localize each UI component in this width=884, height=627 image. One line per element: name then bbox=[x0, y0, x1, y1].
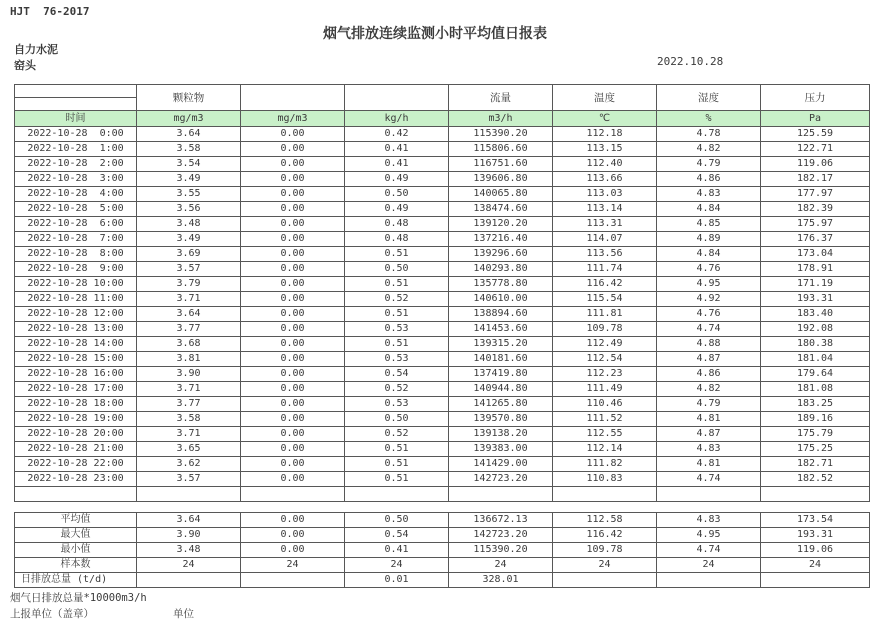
value-cell: 0.00 bbox=[241, 127, 345, 142]
value-cell: 0.00 bbox=[241, 202, 345, 217]
value-cell: 4.74 bbox=[657, 322, 761, 337]
value-cell: 0.00 bbox=[241, 187, 345, 202]
value-cell: 0.52 bbox=[345, 427, 449, 442]
value-cell: 4.76 bbox=[657, 262, 761, 277]
unit-celsius: ℃ bbox=[553, 111, 657, 127]
value-cell: 114.07 bbox=[553, 232, 657, 247]
value-cell: 119.06 bbox=[761, 543, 870, 558]
table-row bbox=[15, 337, 870, 352]
row-label-cell: 最大值 bbox=[15, 528, 137, 543]
row-label-cell: 2022-10-28 10:00 bbox=[15, 277, 137, 292]
value-cell: 3.71 bbox=[137, 427, 241, 442]
value-cell: 140181.60 bbox=[449, 352, 553, 367]
table-row bbox=[15, 457, 870, 472]
value-cell: 116.42 bbox=[553, 277, 657, 292]
value-cell: 4.87 bbox=[657, 352, 761, 367]
value-cell: 110.46 bbox=[553, 397, 657, 412]
row-label-cell: 2022-10-28 9:00 bbox=[15, 262, 137, 277]
table-row bbox=[15, 427, 870, 442]
value-cell: 0.51 bbox=[345, 307, 449, 322]
value-cell: 139315.20 bbox=[449, 337, 553, 352]
table-row bbox=[15, 202, 870, 217]
header-spacer-cell bbox=[15, 98, 137, 111]
table-row bbox=[15, 558, 870, 573]
value-cell: 0.42 bbox=[345, 127, 449, 142]
value-cell: 4.86 bbox=[657, 172, 761, 187]
value-cell: 0.00 bbox=[241, 232, 345, 247]
value-cell: 0.53 bbox=[345, 322, 449, 337]
table-row bbox=[15, 157, 870, 172]
blank-cell bbox=[345, 487, 449, 502]
unit-pa: Pa bbox=[761, 111, 870, 127]
row-label-cell: 2022-10-28 14:00 bbox=[15, 337, 137, 352]
value-cell: 0.00 bbox=[241, 172, 345, 187]
value-cell: 139606.80 bbox=[449, 172, 553, 187]
blank-cell bbox=[241, 487, 345, 502]
value-cell: 0.00 bbox=[241, 262, 345, 277]
value-cell: 3.77 bbox=[137, 322, 241, 337]
value-cell: 0.52 bbox=[345, 382, 449, 397]
table-row bbox=[15, 442, 870, 457]
row-label-cell: 2022-10-28 4:00 bbox=[15, 187, 137, 202]
group-header-row bbox=[15, 85, 870, 98]
value-cell: 0.53 bbox=[345, 397, 449, 412]
blank-cell bbox=[137, 487, 241, 502]
blank-cell bbox=[657, 487, 761, 502]
value-cell: 24 bbox=[241, 558, 345, 573]
value-cell: 0.01 bbox=[345, 573, 449, 588]
value-cell: 111.52 bbox=[553, 412, 657, 427]
value-cell: 0.00 bbox=[241, 277, 345, 292]
value-cell: 125.59 bbox=[761, 127, 870, 142]
value-cell: 4.88 bbox=[657, 337, 761, 352]
value-cell: 0.54 bbox=[345, 367, 449, 382]
header-spacer-cell bbox=[15, 85, 137, 98]
table-row bbox=[15, 322, 870, 337]
unit-m3-h: m3/h bbox=[449, 111, 553, 127]
unit-label: 单位 bbox=[173, 608, 194, 620]
value-cell: 4.76 bbox=[657, 307, 761, 322]
table-row bbox=[15, 307, 870, 322]
value-cell bbox=[657, 573, 761, 588]
value-cell: 0.52 bbox=[345, 292, 449, 307]
table-row bbox=[15, 142, 870, 157]
monitoring-point: 窑头 bbox=[14, 59, 36, 72]
value-cell: 3.71 bbox=[137, 292, 241, 307]
value-cell: 112.58 bbox=[553, 513, 657, 528]
value-cell: 3.77 bbox=[137, 397, 241, 412]
value-cell: 142723.20 bbox=[449, 528, 553, 543]
group-header-pressure: 压力 bbox=[761, 85, 870, 111]
value-cell: 112.23 bbox=[553, 367, 657, 382]
value-cell: 3.69 bbox=[137, 247, 241, 262]
value-cell: 111.49 bbox=[553, 382, 657, 397]
value-cell: 122.71 bbox=[761, 142, 870, 157]
value-cell: 0.00 bbox=[241, 382, 345, 397]
value-cell: 24 bbox=[761, 558, 870, 573]
value-cell: 3.71 bbox=[137, 382, 241, 397]
value-cell: 0.51 bbox=[345, 337, 449, 352]
value-cell: 3.64 bbox=[137, 513, 241, 528]
value-cell: 139570.80 bbox=[449, 412, 553, 427]
value-cell: 0.51 bbox=[345, 247, 449, 262]
value-cell: 0.41 bbox=[345, 543, 449, 558]
table-row bbox=[15, 292, 870, 307]
blank-cell bbox=[449, 487, 553, 502]
value-cell: 4.74 bbox=[657, 543, 761, 558]
value-cell: 181.04 bbox=[761, 352, 870, 367]
value-cell: 113.66 bbox=[553, 172, 657, 187]
value-cell: 3.64 bbox=[137, 127, 241, 142]
value-cell: 4.87 bbox=[657, 427, 761, 442]
value-cell: 116751.60 bbox=[449, 157, 553, 172]
table-row bbox=[15, 472, 870, 487]
value-cell: 4.86 bbox=[657, 367, 761, 382]
value-cell: 4.84 bbox=[657, 202, 761, 217]
value-cell: 113.31 bbox=[553, 217, 657, 232]
value-cell: 138894.60 bbox=[449, 307, 553, 322]
value-cell bbox=[761, 573, 870, 588]
blank-row bbox=[15, 487, 870, 502]
value-cell: 3.49 bbox=[137, 172, 241, 187]
value-cell: 3.49 bbox=[137, 232, 241, 247]
value-cell: 0.54 bbox=[345, 528, 449, 543]
value-cell bbox=[241, 573, 345, 588]
value-cell: 24 bbox=[137, 558, 241, 573]
blank-cell bbox=[553, 487, 657, 502]
value-cell: 4.85 bbox=[657, 217, 761, 232]
value-cell: 176.37 bbox=[761, 232, 870, 247]
value-cell: 112.54 bbox=[553, 352, 657, 367]
table-row bbox=[15, 513, 870, 528]
value-cell: 4.83 bbox=[657, 513, 761, 528]
value-cell: 178.91 bbox=[761, 262, 870, 277]
value-cell: 0.00 bbox=[241, 217, 345, 232]
group-header-flow: 流量 bbox=[449, 85, 553, 111]
row-label-cell: 日排放总量 (t/d) bbox=[15, 573, 137, 588]
value-cell: 193.31 bbox=[761, 292, 870, 307]
unit-header-row bbox=[15, 111, 870, 127]
value-cell: 0.00 bbox=[241, 292, 345, 307]
value-cell: 0.00 bbox=[241, 397, 345, 412]
value-cell bbox=[137, 573, 241, 588]
value-cell: 116.42 bbox=[553, 528, 657, 543]
blank-cell bbox=[15, 487, 137, 502]
table-row bbox=[15, 217, 870, 232]
value-cell: 0.00 bbox=[241, 157, 345, 172]
table-row bbox=[15, 172, 870, 187]
value-cell: 175.79 bbox=[761, 427, 870, 442]
group-header-temperature: 温度 bbox=[553, 85, 657, 111]
table-row bbox=[15, 277, 870, 292]
value-cell: 0.00 bbox=[241, 442, 345, 457]
value-cell: 140610.00 bbox=[449, 292, 553, 307]
table-row bbox=[15, 232, 870, 247]
table-row bbox=[15, 397, 870, 412]
value-cell: 0.41 bbox=[345, 142, 449, 157]
value-cell: 4.79 bbox=[657, 397, 761, 412]
value-cell: 138474.60 bbox=[449, 202, 553, 217]
value-cell: 136672.13 bbox=[449, 513, 553, 528]
row-label-cell: 2022-10-28 23:00 bbox=[15, 472, 137, 487]
value-cell: 0.50 bbox=[345, 513, 449, 528]
value-cell: 3.56 bbox=[137, 202, 241, 217]
value-cell: 0.00 bbox=[241, 528, 345, 543]
value-cell: 109.78 bbox=[553, 322, 657, 337]
value-cell: 180.38 bbox=[761, 337, 870, 352]
value-cell: 182.71 bbox=[761, 457, 870, 472]
value-cell: 3.58 bbox=[137, 412, 241, 427]
row-label-cell: 2022-10-28 6:00 bbox=[15, 217, 137, 232]
value-cell: 182.17 bbox=[761, 172, 870, 187]
row-label-cell: 2022-10-28 15:00 bbox=[15, 352, 137, 367]
value-cell: 0.00 bbox=[241, 412, 345, 427]
value-cell: 173.54 bbox=[761, 513, 870, 528]
value-cell: 0.50 bbox=[345, 187, 449, 202]
value-cell: 4.92 bbox=[657, 292, 761, 307]
value-cell: 0.51 bbox=[345, 472, 449, 487]
value-cell: 112.14 bbox=[553, 442, 657, 457]
row-label-cell: 平均值 bbox=[15, 513, 137, 528]
value-cell: 141429.00 bbox=[449, 457, 553, 472]
value-cell: 3.64 bbox=[137, 307, 241, 322]
value-cell: 0.49 bbox=[345, 172, 449, 187]
value-cell: 112.18 bbox=[553, 127, 657, 142]
table-row bbox=[15, 412, 870, 427]
value-cell: 141453.60 bbox=[449, 322, 553, 337]
flow-total-note: 烟气日排放总量*10000m3/h bbox=[10, 592, 147, 604]
value-cell: 0.41 bbox=[345, 157, 449, 172]
value-cell: 111.74 bbox=[553, 262, 657, 277]
value-cell: 0.48 bbox=[345, 217, 449, 232]
value-cell: 4.95 bbox=[657, 528, 761, 543]
value-cell: 135778.80 bbox=[449, 277, 553, 292]
value-cell: 113.15 bbox=[553, 142, 657, 157]
value-cell: 183.25 bbox=[761, 397, 870, 412]
value-cell: 182.39 bbox=[761, 202, 870, 217]
blank-cell bbox=[761, 487, 870, 502]
value-cell: 112.49 bbox=[553, 337, 657, 352]
hourly-data-table bbox=[14, 84, 870, 502]
row-label-cell: 2022-10-28 17:00 bbox=[15, 382, 137, 397]
value-cell: 24 bbox=[449, 558, 553, 573]
table-row bbox=[15, 367, 870, 382]
value-cell: 140065.80 bbox=[449, 187, 553, 202]
value-cell: 4.82 bbox=[657, 382, 761, 397]
value-cell: 3.48 bbox=[137, 217, 241, 232]
value-cell: 0.00 bbox=[241, 322, 345, 337]
value-cell: 137419.80 bbox=[449, 367, 553, 382]
value-cell: 3.58 bbox=[137, 142, 241, 157]
value-cell: 139296.60 bbox=[449, 247, 553, 262]
value-cell: 4.79 bbox=[657, 157, 761, 172]
row-label-cell: 样本数 bbox=[15, 558, 137, 573]
value-cell: 24 bbox=[553, 558, 657, 573]
group-header-humidity: 湿度 bbox=[657, 85, 761, 111]
group-header-blank-2 bbox=[345, 85, 449, 111]
value-cell: 179.64 bbox=[761, 367, 870, 382]
value-cell: 110.83 bbox=[553, 472, 657, 487]
value-cell: 171.19 bbox=[761, 277, 870, 292]
row-label-cell: 2022-10-28 3:00 bbox=[15, 172, 137, 187]
group-header-particulate: 颗粒物 bbox=[137, 85, 241, 111]
value-cell: 139383.00 bbox=[449, 442, 553, 457]
value-cell: 0.00 bbox=[241, 352, 345, 367]
value-cell: 4.83 bbox=[657, 442, 761, 457]
value-cell: 3.54 bbox=[137, 157, 241, 172]
value-cell: 3.55 bbox=[137, 187, 241, 202]
value-cell: 0.00 bbox=[241, 142, 345, 157]
value-cell: 112.55 bbox=[553, 427, 657, 442]
value-cell: 181.08 bbox=[761, 382, 870, 397]
unit-percent: % bbox=[657, 111, 761, 127]
value-cell: 0.50 bbox=[345, 412, 449, 427]
row-label-cell: 最小值 bbox=[15, 543, 137, 558]
value-cell: 0.51 bbox=[345, 277, 449, 292]
value-cell: 0.00 bbox=[241, 307, 345, 322]
row-label-cell: 2022-10-28 18:00 bbox=[15, 397, 137, 412]
unit-kg-h: kg/h bbox=[345, 111, 449, 127]
table-row bbox=[15, 573, 870, 588]
value-cell: 0.50 bbox=[345, 262, 449, 277]
value-cell: 328.01 bbox=[449, 573, 553, 588]
unit-mg-m3-2: mg/m3 bbox=[241, 111, 345, 127]
value-cell: 3.90 bbox=[137, 367, 241, 382]
group-header-blank-1 bbox=[241, 85, 345, 111]
value-cell: 183.40 bbox=[761, 307, 870, 322]
row-label-cell: 2022-10-28 8:00 bbox=[15, 247, 137, 262]
value-cell: 4.83 bbox=[657, 187, 761, 202]
value-cell: 0.00 bbox=[241, 427, 345, 442]
value-cell: 4.81 bbox=[657, 457, 761, 472]
value-cell: 3.81 bbox=[137, 352, 241, 367]
row-label-cell: 2022-10-28 0:00 bbox=[15, 127, 137, 142]
value-cell: 192.08 bbox=[761, 322, 870, 337]
value-cell: 4.74 bbox=[657, 472, 761, 487]
value-cell: 4.81 bbox=[657, 412, 761, 427]
value-cell: 112.40 bbox=[553, 157, 657, 172]
summary-table bbox=[14, 512, 870, 588]
table-row bbox=[15, 127, 870, 142]
value-cell: 115806.60 bbox=[449, 142, 553, 157]
value-cell: 113.03 bbox=[553, 187, 657, 202]
value-cell: 111.81 bbox=[553, 307, 657, 322]
value-cell: 115390.20 bbox=[449, 543, 553, 558]
value-cell: 0.53 bbox=[345, 352, 449, 367]
value-cell: 3.79 bbox=[137, 277, 241, 292]
value-cell: 173.04 bbox=[761, 247, 870, 262]
doc-standard-code: HJT 76-2017 bbox=[10, 5, 90, 18]
value-cell: 3.68 bbox=[137, 337, 241, 352]
value-cell: 4.89 bbox=[657, 232, 761, 247]
row-label-cell: 2022-10-28 11:00 bbox=[15, 292, 137, 307]
value-cell: 109.78 bbox=[553, 543, 657, 558]
value-cell: 140944.80 bbox=[449, 382, 553, 397]
row-label-cell: 2022-10-28 19:00 bbox=[15, 412, 137, 427]
value-cell: 3.48 bbox=[137, 543, 241, 558]
table-row bbox=[15, 187, 870, 202]
value-cell: 139138.20 bbox=[449, 427, 553, 442]
value-cell: 177.97 bbox=[761, 187, 870, 202]
value-cell: 137216.40 bbox=[449, 232, 553, 247]
value-cell: 139120.20 bbox=[449, 217, 553, 232]
value-cell: 113.14 bbox=[553, 202, 657, 217]
value-cell: 115390.20 bbox=[449, 127, 553, 142]
value-cell: 113.56 bbox=[553, 247, 657, 262]
company-name: 自力水泥 bbox=[14, 43, 58, 56]
value-cell: 115.54 bbox=[553, 292, 657, 307]
value-cell: 193.31 bbox=[761, 528, 870, 543]
row-label-cell: 2022-10-28 20:00 bbox=[15, 427, 137, 442]
table-row bbox=[15, 528, 870, 543]
value-cell: 142723.20 bbox=[449, 472, 553, 487]
table-row bbox=[15, 382, 870, 397]
value-cell: 24 bbox=[345, 558, 449, 573]
value-cell: 175.97 bbox=[761, 217, 870, 232]
value-cell: 3.90 bbox=[137, 528, 241, 543]
value-cell: 119.06 bbox=[761, 157, 870, 172]
value-cell: 4.78 bbox=[657, 127, 761, 142]
row-label-cell: 2022-10-28 13:00 bbox=[15, 322, 137, 337]
value-cell: 0.00 bbox=[241, 337, 345, 352]
row-label-cell: 2022-10-28 16:00 bbox=[15, 367, 137, 382]
time-column-header: 时间 bbox=[15, 111, 137, 127]
page-title: 烟气排放连续监测小时平均值日报表 bbox=[323, 26, 547, 42]
value-cell: 3.62 bbox=[137, 457, 241, 472]
value-cell: 4.82 bbox=[657, 142, 761, 157]
value-cell: 0.00 bbox=[241, 513, 345, 528]
value-cell: 141265.80 bbox=[449, 397, 553, 412]
value-cell: 140293.80 bbox=[449, 262, 553, 277]
value-cell: 0.48 bbox=[345, 232, 449, 247]
value-cell: 0.00 bbox=[241, 543, 345, 558]
value-cell: 4.84 bbox=[657, 247, 761, 262]
value-cell: 175.25 bbox=[761, 442, 870, 457]
value-cell: 189.16 bbox=[761, 412, 870, 427]
row-label-cell: 2022-10-28 5:00 bbox=[15, 202, 137, 217]
table-row bbox=[15, 262, 870, 277]
value-cell: 0.49 bbox=[345, 202, 449, 217]
value-cell: 4.95 bbox=[657, 277, 761, 292]
value-cell bbox=[553, 573, 657, 588]
value-cell: 0.00 bbox=[241, 457, 345, 472]
report-date: 2022.10.28 bbox=[657, 55, 724, 68]
value-cell: 3.65 bbox=[137, 442, 241, 457]
value-cell: 24 bbox=[657, 558, 761, 573]
value-cell: 0.00 bbox=[241, 367, 345, 382]
value-cell: 3.57 bbox=[137, 262, 241, 277]
row-label-cell: 2022-10-28 21:00 bbox=[15, 442, 137, 457]
value-cell: 0.51 bbox=[345, 457, 449, 472]
unit-mg-m3-1: mg/m3 bbox=[137, 111, 241, 127]
value-cell: 0.51 bbox=[345, 442, 449, 457]
table-row bbox=[15, 247, 870, 262]
reporting-unit-label: 上报单位（盖章） bbox=[10, 608, 94, 620]
row-label-cell: 2022-10-28 7:00 bbox=[15, 232, 137, 247]
table-row bbox=[15, 543, 870, 558]
value-cell: 182.52 bbox=[761, 472, 870, 487]
value-cell: 3.57 bbox=[137, 472, 241, 487]
row-label-cell: 2022-10-28 1:00 bbox=[15, 142, 137, 157]
row-label-cell: 2022-10-28 22:00 bbox=[15, 457, 137, 472]
row-label-cell: 2022-10-28 12:00 bbox=[15, 307, 137, 322]
value-cell: 0.00 bbox=[241, 472, 345, 487]
table-row bbox=[15, 352, 870, 367]
value-cell: 111.82 bbox=[553, 457, 657, 472]
row-label-cell: 2022-10-28 2:00 bbox=[15, 157, 137, 172]
value-cell: 0.00 bbox=[241, 247, 345, 262]
